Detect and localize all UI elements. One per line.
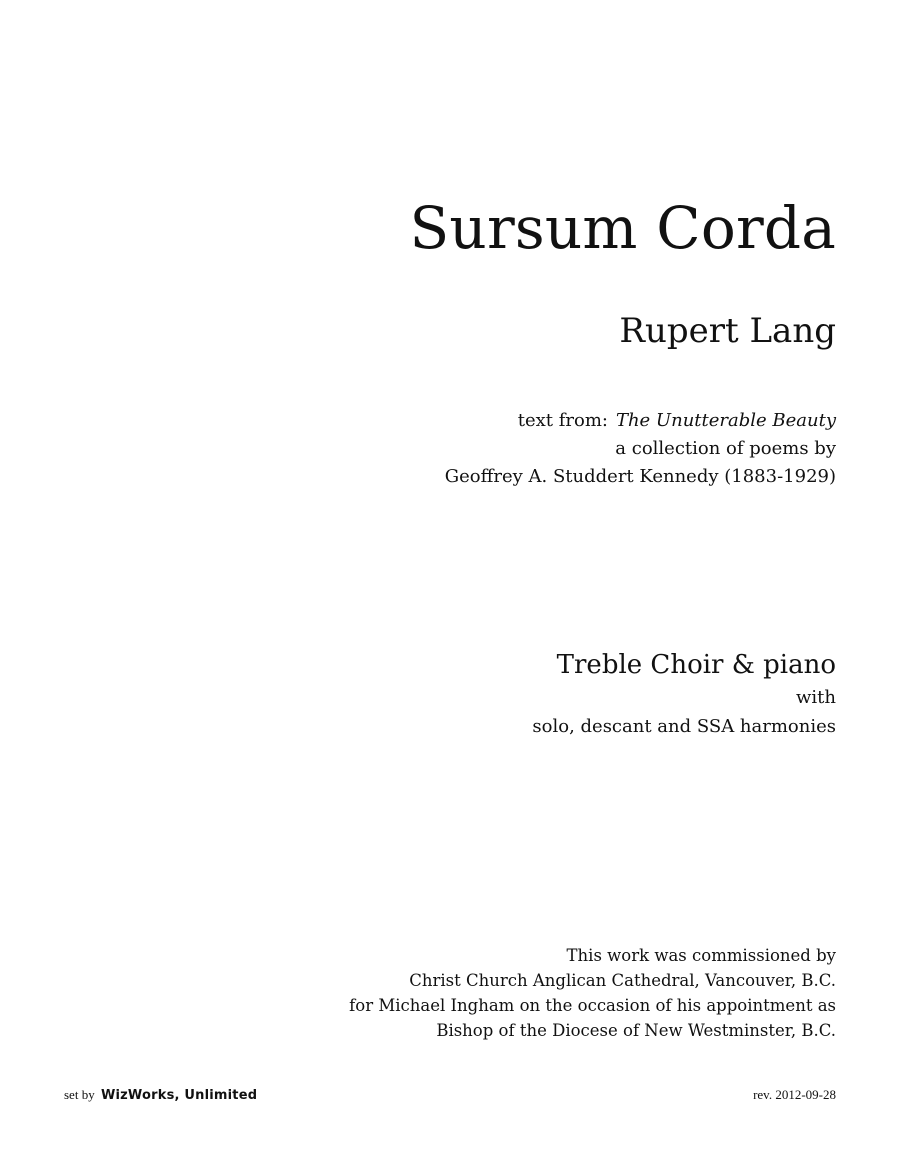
set-by-label: set by	[64, 1087, 95, 1102]
title-text: Sursum Corda	[409, 194, 836, 262]
scoring-extras: solo, descant and SSA harmonies	[532, 716, 836, 737]
text-source-line-2: a collection of poems by	[615, 438, 836, 459]
scoring-with: with	[796, 687, 836, 708]
scoring-block	[532, 647, 836, 741]
text-source-block	[445, 407, 836, 491]
publisher-name: WizWorks, Unlimited	[100, 1088, 258, 1103]
scoring-main: Treble Choir & piano	[556, 650, 836, 680]
commission-line-3: for Michael Ingham on the occasion of his appointment as	[349, 996, 836, 1015]
typesetter-credit	[64, 1087, 257, 1103]
text-source-label: text from:	[517, 410, 608, 431]
commission-note	[349, 943, 836, 1043]
commission-line-4: Bishop of the Diocese of New Westminster, B.C.	[436, 1021, 836, 1040]
revision-text: rev. 2012-09-28	[753, 1087, 836, 1102]
source-work-title: The Unutterable Beauty	[615, 410, 836, 431]
piece-title	[409, 194, 837, 262]
commission-line-1: This work was commissioned by	[566, 946, 836, 965]
composer-text: Rupert Lang	[619, 311, 836, 351]
text-source-line-3: Geoffrey A. Studdert Kennedy (1883-1929)	[444, 466, 836, 487]
commission-line-2: Christ Church Anglican Cathedral, Vancouver, B.C.	[409, 971, 836, 990]
composer-name	[619, 312, 836, 351]
text-source-line-1	[445, 407, 836, 435]
revision-date	[753, 1087, 836, 1103]
